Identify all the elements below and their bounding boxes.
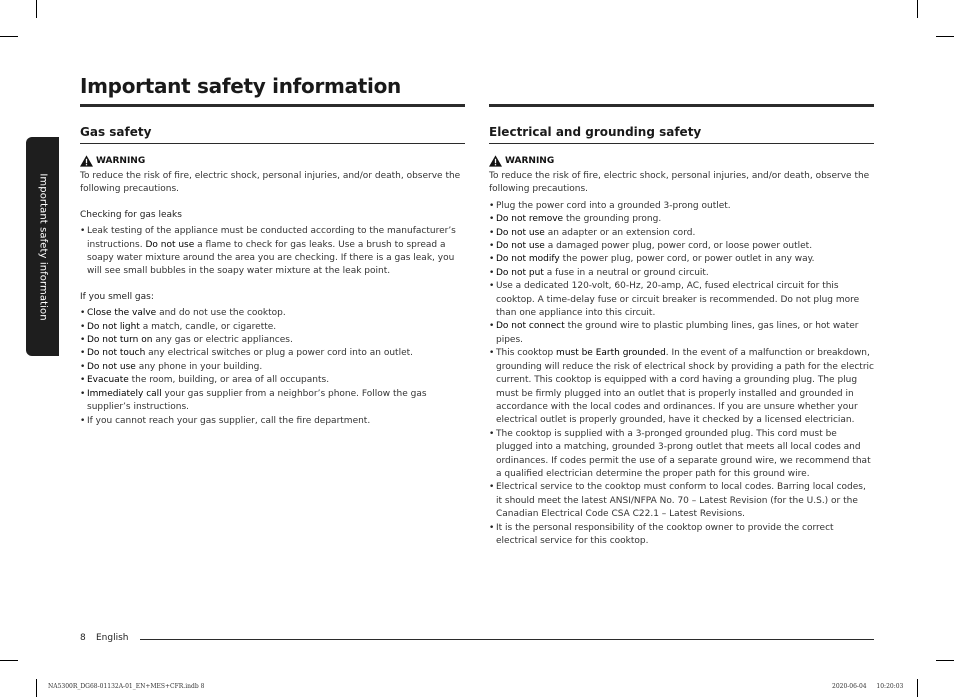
list-item: • Close the valve and do not use the cooktop. — [80, 307, 465, 320]
footer-language: English — [96, 633, 129, 643]
list-item: • If you cannot reach your gas supplier, call the fire department. — [80, 415, 465, 428]
gas-safety-heading: Gas safety — [80, 125, 465, 144]
side-tab — [26, 137, 59, 356]
page-title: Important safety information — [80, 74, 401, 98]
list-item: • Do not connect the ground wire to plastic plumbing lines, gas lines, or hot water pipes. — [489, 320, 874, 347]
list-item: • The cooktop is supplied with a 3-pronged grounded plug. This cord must be plugged into a matching, grounded 3-prong outlet that meets all local codes and ordinances. If codes permit the use of a separate ground wire, we recommend that a qualified electrician determine the proper path for this ground wire. — [489, 428, 874, 482]
list-item: • Do not modify the power plug, power cord, or power outlet in any way. — [489, 253, 874, 266]
list-item: • Do not put a fuse in a neutral or ground circuit. — [489, 267, 874, 280]
list-item: • Do not touch any electrical switches or plug a power cord into an outlet. — [80, 347, 465, 360]
imprint-date: 2020-06-04 10:20:03 — [832, 683, 904, 690]
imprint-file: NA5300R_DG68-01132A-01_EN+MES+CFR.indb 8 — [48, 683, 205, 690]
footer-rule — [140, 639, 874, 640]
gas-warning — [80, 155, 465, 167]
warning-icon — [80, 155, 93, 167]
page-number: 8 — [80, 633, 86, 643]
warning-icon — [489, 155, 502, 167]
side-tab-label: Important safety information — [37, 172, 48, 321]
list-item: • This cooktop must be Earth grounded. In the event of a malfunction or breakdown, grounding will reduce the risk of electrical shock by providing a path for the electric current. This cooktop is equipped with a cord having a grounding plug. The plug must be firmly plugged into an outlet that is properly installed and grounded in accordance with the local codes and ordinances. If you are unsure whether your electrical outlet is properly grounded, have it checked by a licensed electrician. — [489, 347, 874, 427]
list-item: • Use a dedicated 120-volt, 60-Hz, 20-amp, AC, fused electrical circuit for this cooktop. A time-delay fuse or circuit breaker is recommended. Do not plug more than one appliance into this circuit. — [489, 280, 874, 320]
electrical-intro: To reduce the risk of fire, electric shock, personal injuries, and/or death, observe the following precautions. — [489, 171, 870, 195]
electrical-warning — [489, 155, 874, 167]
smell-list — [80, 307, 465, 428]
smell-heading: If you smell gas: — [80, 291, 154, 302]
list-item: • Immediately call your gas supplier from a neighbor’s phone. Follow the gas supplier’s instructions. — [80, 388, 465, 415]
list-item: • Do not remove the grounding prong. — [489, 213, 874, 226]
list-item: • Do not light a match, candle, or cigarette. — [80, 321, 465, 334]
warning-label: WARNING — [505, 156, 555, 166]
checking-list — [80, 225, 465, 279]
list-item: • Plug the power cord into a grounded 3-prong outlet. — [489, 200, 874, 213]
list-item: • Do not use a damaged power plug, power cord, or loose power outlet. — [489, 240, 874, 253]
list-item: • It is the personal responsibility of the cooktop owner to provide the correct electrical service for this cooktop. — [489, 522, 874, 549]
list-item: • Evacuate the room, building, or area of all occupants. — [80, 374, 465, 387]
list-item: • Do not turn on any gas or electric appliances. — [80, 334, 465, 347]
checking-heading: Checking for gas leaks — [80, 209, 182, 220]
list-item: • Electrical service to the cooktop must conform to local codes. Barring local codes, it should meet the latest ANSI/NFPA No. 70 – Latest Revision (for the U.S.) or the Canadian Electrical Code CSA C22.1 – Latest Revisions. — [489, 481, 874, 521]
gas-intro: To reduce the risk of fire, electric shock, personal injuries, and/or death, observe the following precautions. — [80, 171, 461, 195]
gas-safety-section — [80, 104, 465, 428]
list-item: • Leak testing of the appliance must be conducted according to the manufacturer’s instructions. Do not use a flame to check for gas leaks. Use a brush to spread a soapy water mixture around the area you are checking. If there is a gas leak, you will see small bubbles in the soapy water mixture at the leak point. — [80, 225, 465, 279]
electrical-list — [489, 200, 874, 549]
electrical-safety-heading: Electrical and grounding safety — [489, 125, 874, 144]
list-item: • Do not use an adapter or an extension cord. — [489, 227, 874, 240]
warning-label: WARNING — [96, 156, 146, 166]
list-item: • Do not use any phone in your building. — [80, 361, 465, 374]
electrical-safety-section — [489, 104, 874, 548]
